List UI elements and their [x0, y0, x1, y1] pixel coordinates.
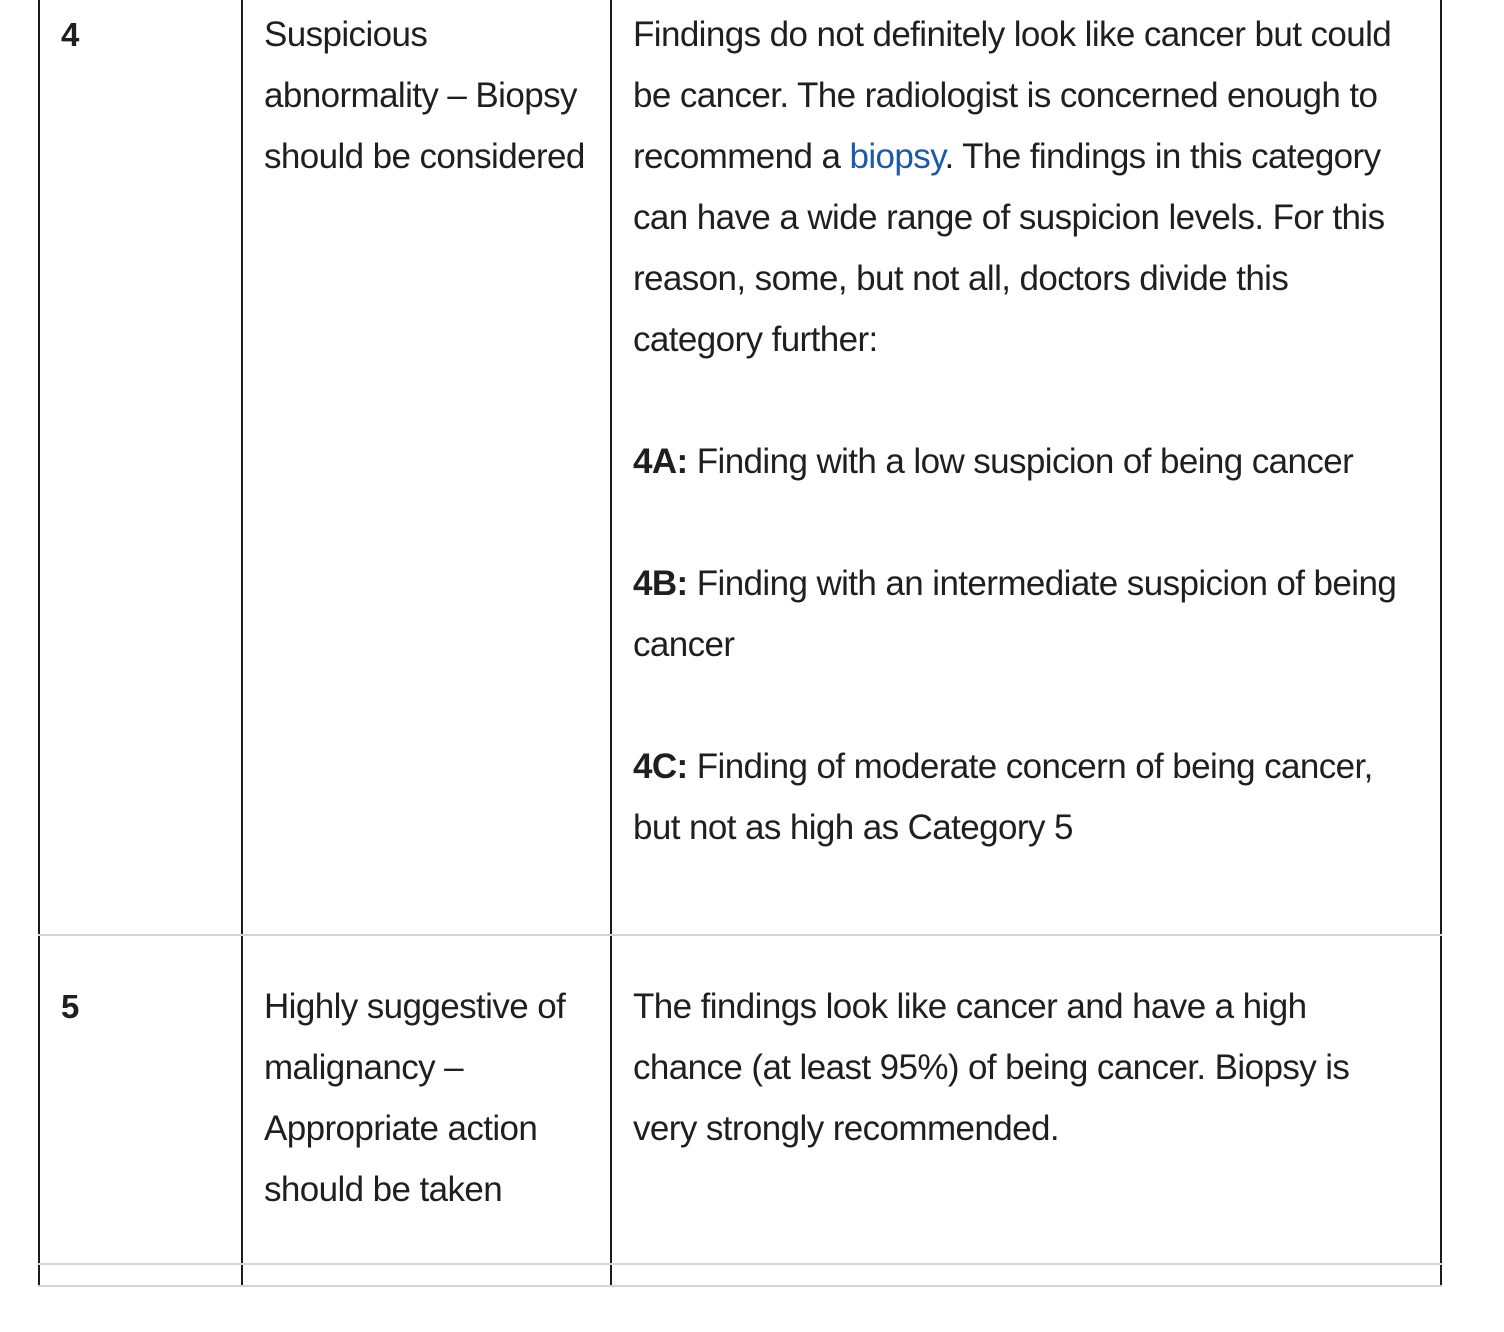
description-cell: The findings look like cancer and have a high chance (at least 95%) of being cancer. Biopsy is very strongly recommended. — [611, 935, 1441, 1264]
table-row-next — [39, 1264, 1441, 1286]
subcategory-text: Finding of moderate concern of being cancer, but not as high as Category 5 — [633, 747, 1373, 847]
subcategory-label: 4C: — [633, 747, 688, 786]
birads-table-container — [38, 0, 1440, 1287]
category-number: 5 — [39, 935, 242, 1264]
table-row-category-4 — [39, 0, 1441, 935]
subcategory-4b — [633, 553, 1420, 675]
subcategory-4a — [633, 431, 1420, 492]
intro-text: Findings do not definitely look like cancer but could be cancer. The radiologist is concerned enough to recommend a — [633, 15, 1392, 176]
description-intro — [633, 4, 1420, 370]
subcategory-text: Finding with a low suspicion of being cancer — [687, 442, 1354, 481]
subcategory-label: 4A: — [633, 442, 688, 481]
intro-text-continued: . The findings in this category can have a wide range of suspicion levels. For this reason, some, but not all, doctors divide this category further: — [633, 137, 1385, 359]
description-cell — [611, 0, 1441, 935]
subcategory-label: 4B: — [633, 564, 688, 603]
subcategory-4c — [633, 736, 1420, 858]
table-row-category-5 — [39, 935, 1441, 1264]
category-number: 4 — [39, 0, 242, 935]
table-cell-empty — [611, 1264, 1441, 1286]
table-cell-empty — [242, 1264, 611, 1286]
biopsy-link[interactable]: biopsy — [849, 137, 945, 176]
assessment-cell: Suspicious abnormality – Biopsy should be considered — [242, 0, 611, 935]
assessment-cell: Highly suggestive of malignancy – Appropriate action should be taken — [242, 935, 611, 1264]
subcategory-text: Finding with an intermediate suspicion of being cancer — [633, 564, 1397, 664]
birads-category-table — [38, 0, 1442, 1287]
table-cell-empty — [39, 1264, 242, 1286]
